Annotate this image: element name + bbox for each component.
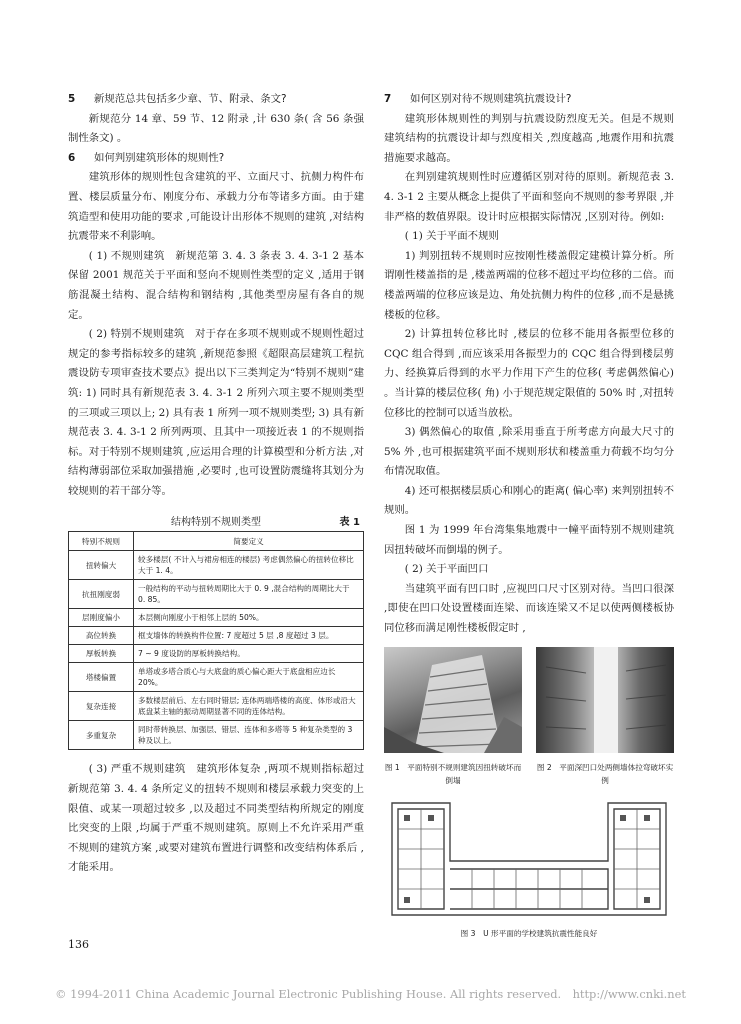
table-cell-definition: 一般结构的平动与扭转周期比大于 0. 9 ,混合结构的周期比大于 0. 85。 [134,580,364,609]
table-cell-type: 复杂连接 [69,692,134,721]
figure-1-caption: 图 1 平面特别不规则建筑因扭转破坏而倒塌 [384,762,522,785]
figure-3-caption: 图 3 U 形平面的学校建筑抗震性能良好 [460,928,598,938]
figure-1 [384,647,522,787]
recess-wall-sketch [536,647,674,753]
figure-row [384,647,674,787]
table-cell-type: 厚板转换 [69,645,134,663]
table-cell-definition: 较多楼层( 不计入与裙房相连的楼层) 考虑偶然偏心的扭转位移比大于 1. 4。 [134,551,364,580]
collapsed-building-sketch [384,647,522,753]
answer-7-para-6: 4) 还可根据楼层质心和刚心的距离( 偏心率) 来判别扭转不规则。 [384,484,674,517]
section-plan-recess: ( 2) 关于平面凹口 [404,563,489,576]
table-cell-type: 多重复杂 [69,721,134,750]
u-shaped-plan-drawing [384,797,674,921]
table-row [69,627,364,645]
answer-6-para-2: ( 1) 不规则建筑 新规范第 3. 4. 3 条表 3. 4. 3-1 2 基本保留 2001 规范关于平面和竖向不规则性类型的定义 ,适用于钢筋混凝土结构、混合结构和钢结构 ,其他类型房屋有各自的规定。 [68,249,364,321]
table-cell-definition: 单塔或多塔合质心与大底盘的质心偏心距大于底盘相应边长 20%。 [134,663,364,692]
table-cell-type: 塔楼偏置 [69,663,134,692]
table-row [69,551,364,580]
copyright-footer: © 1994-2011 China Academic Journal Electronic Publishing House. All rights reserved. http://www.cnki.net [55,987,686,1001]
figure-2 [536,647,674,787]
recess-wall-photo [536,647,674,753]
answer-6-para-4: ( 3) 严重不规则建筑 建筑形体复杂 ,两项不规则指标超过新规范第 3. 4. 4 条所定义的扭转不规则和楼层承载力突变的上限值、或某一项超过较多 ,以及超过不同类型结构所规定的刚度比突变的上限 ,均属于严重不规则建筑。原则上不允许采用严重不规则的建筑方案 ,或要对建筑布置进行调整和改变结构体系后 ,才能采用。 [68,763,364,874]
page-number: 136 [68,938,89,951]
table-number: 表 1 [339,517,360,529]
table-title: 结构特别不规则类型 [171,517,261,529]
answer-6-para-3: ( 2) 特别不规则建筑 对于存在多项不规则或不规则性超过规定的参考指标较多的建筑 ,新规范参照《超限高层建筑工程抗震设防专项审查技术要点》提出以下三类判定为“特别不规则”建筑: 1) 同时具有新规范表 3. 4. 3-1 2 所列六项主要不规则类型的三项或三项以上; 2) 具有表 1 所列一项不规则类型; 3) 具有新规范表 3. 4. 3-1 2 所列两项、且其中一项接近表 1 的不规则指标。对于特别不规则建筑 ,应运用合理的计算模型和分析方法 ,对结构薄弱部位采取加强措施 ,必要时 ,也可设置防震缝将其划分为较规则的若干部分等。 [68,328,364,497]
table-cell-definition: 本层侧向刚度小于相邻上层的 50%。 [134,609,364,627]
figure-3-floor-plan [384,797,674,921]
table-header: 简要定义 [134,532,364,551]
figure-2-caption: 图 2 平面深凹口处两侧墙体拉弯破坏实例 [536,762,674,785]
table-cell-definition: 7 ~ 9 度设防的厚板转换结构。 [134,645,364,663]
answer-7-para-1: 建筑形体规则性的判别与抗震设防烈度无关。但是不规则建筑结构的抗震设计却与烈度相关 ,烈度越高 ,地震作用和抗震措施要求越高。 [384,112,674,164]
table-cell-type: 层刚度偏小 [69,609,134,627]
question-5: 5 新规范总共包括多少章、节、附录、条文? [68,93,287,105]
table-row [69,580,364,609]
table-row [69,692,364,721]
left-column [68,90,364,878]
answer-7-para-7: 图 1 为 1999 年台湾集集地震中一幢平面特别不规则建筑因扭转破坏而倒塌的例子。 [384,524,674,556]
question-6: 6 如何判别建筑形体的规则性? [68,151,225,164]
collapsed-building-photo [384,647,522,753]
table-header-row [69,532,364,551]
table-cell-type: 扭转偏大 [69,551,134,580]
table-cell-type: 高位转换 [69,627,134,645]
table-caption [68,511,364,529]
table-cell-definition: 多数楼层前后、左右同时错层; 连体两端塔楼的高度、体形或沿大底盘某主轴的振动周期显著不同的连体结构。 [134,692,364,721]
section-plan-irregularity: ( 1) 关于平面不规则 [404,230,499,243]
table-cell-definition: 框支墙体的转换构件位置: 7 度超过 5 层 ,8 度超过 3 层。 [134,627,364,645]
answer-5: 新规范分 14 章、59 节、12 附录 ,计 630 条( 含 56 条强制性条文) 。 [68,112,364,145]
table-row [69,721,364,750]
irregularity-table [68,531,364,750]
table-row [69,663,364,692]
answer-6-para-1: 建筑形体的规则性包含建筑的平、立面尺寸、抗侧力构件布置、楼层质量分布、刚度分布、承载力分布等诸多方面。由于建筑造型和使用功能的要求 ,可能设计出形体不规则的建筑 ,对结构抗震带来不利影响。 [68,171,364,243]
table-row [69,609,364,627]
right-column [384,90,674,940]
answer-7-para-3: 1) 判别扭转不规则时应按刚性楼盖假定建模计算分析。所谓刚性楼盖指的是 ,楼盖两端的位移不超过平均位移的二倍。而楼盖两端的位移应该是边、角处抗侧力构件的位移 ,而不是悬挑楼板的位移。 [384,249,674,321]
answer-7-para-2: 在判别建筑规则性时应遵循区别对待的原则。新规范表 3. 4. 3-1 2 主要从概念上提供了平面和竖向不规则的参考界限 ,并非严格的数值界限。设计时应根据实际情况 ,区别对待。例如: [384,171,674,223]
table-cell-definition: 同时带转换层、加强层、错层、连体和多塔等 5 种复杂类型的 3 种及以上。 [134,721,364,750]
answer-7-para-8: 当建筑平面有凹口时 ,应视凹口尺寸区别对待。当凹口很深 ,即使在凹口处设置楼面连梁、而该连梁又不足以使两侧楼板协同位移而满足刚性楼板假定时 , [384,582,674,635]
table-row [69,645,364,663]
table-cell-type: 抗扭刚度弱 [69,580,134,609]
answer-7-para-4: 2) 计算扭转位移比时 ,楼层的位移不能用各振型位移的 CQC 组合得到 ,而应该采用各振型力的 CQC 组合得到楼层剪力、经换算后得到的水平力作用下产生的位移( 考虑偶然偏心) 。当计算的楼层位移( 角) 小于规范规定限值的 50% 时 ,对扭转位移比的控制可以适当放松。 [384,328,675,419]
answer-7-para-5: 3) 偶然偏心的取值 ,除采用垂直于所考虑方向最大尺寸的 5% 外 ,也可根据建筑平面不规则形状和楼盖重力荷载不均匀分布情况取值。 [384,426,674,478]
question-7: 7 如何区别对待不规则建筑抗震设计? [384,93,572,105]
table-header: 特别不规则 [69,532,134,551]
